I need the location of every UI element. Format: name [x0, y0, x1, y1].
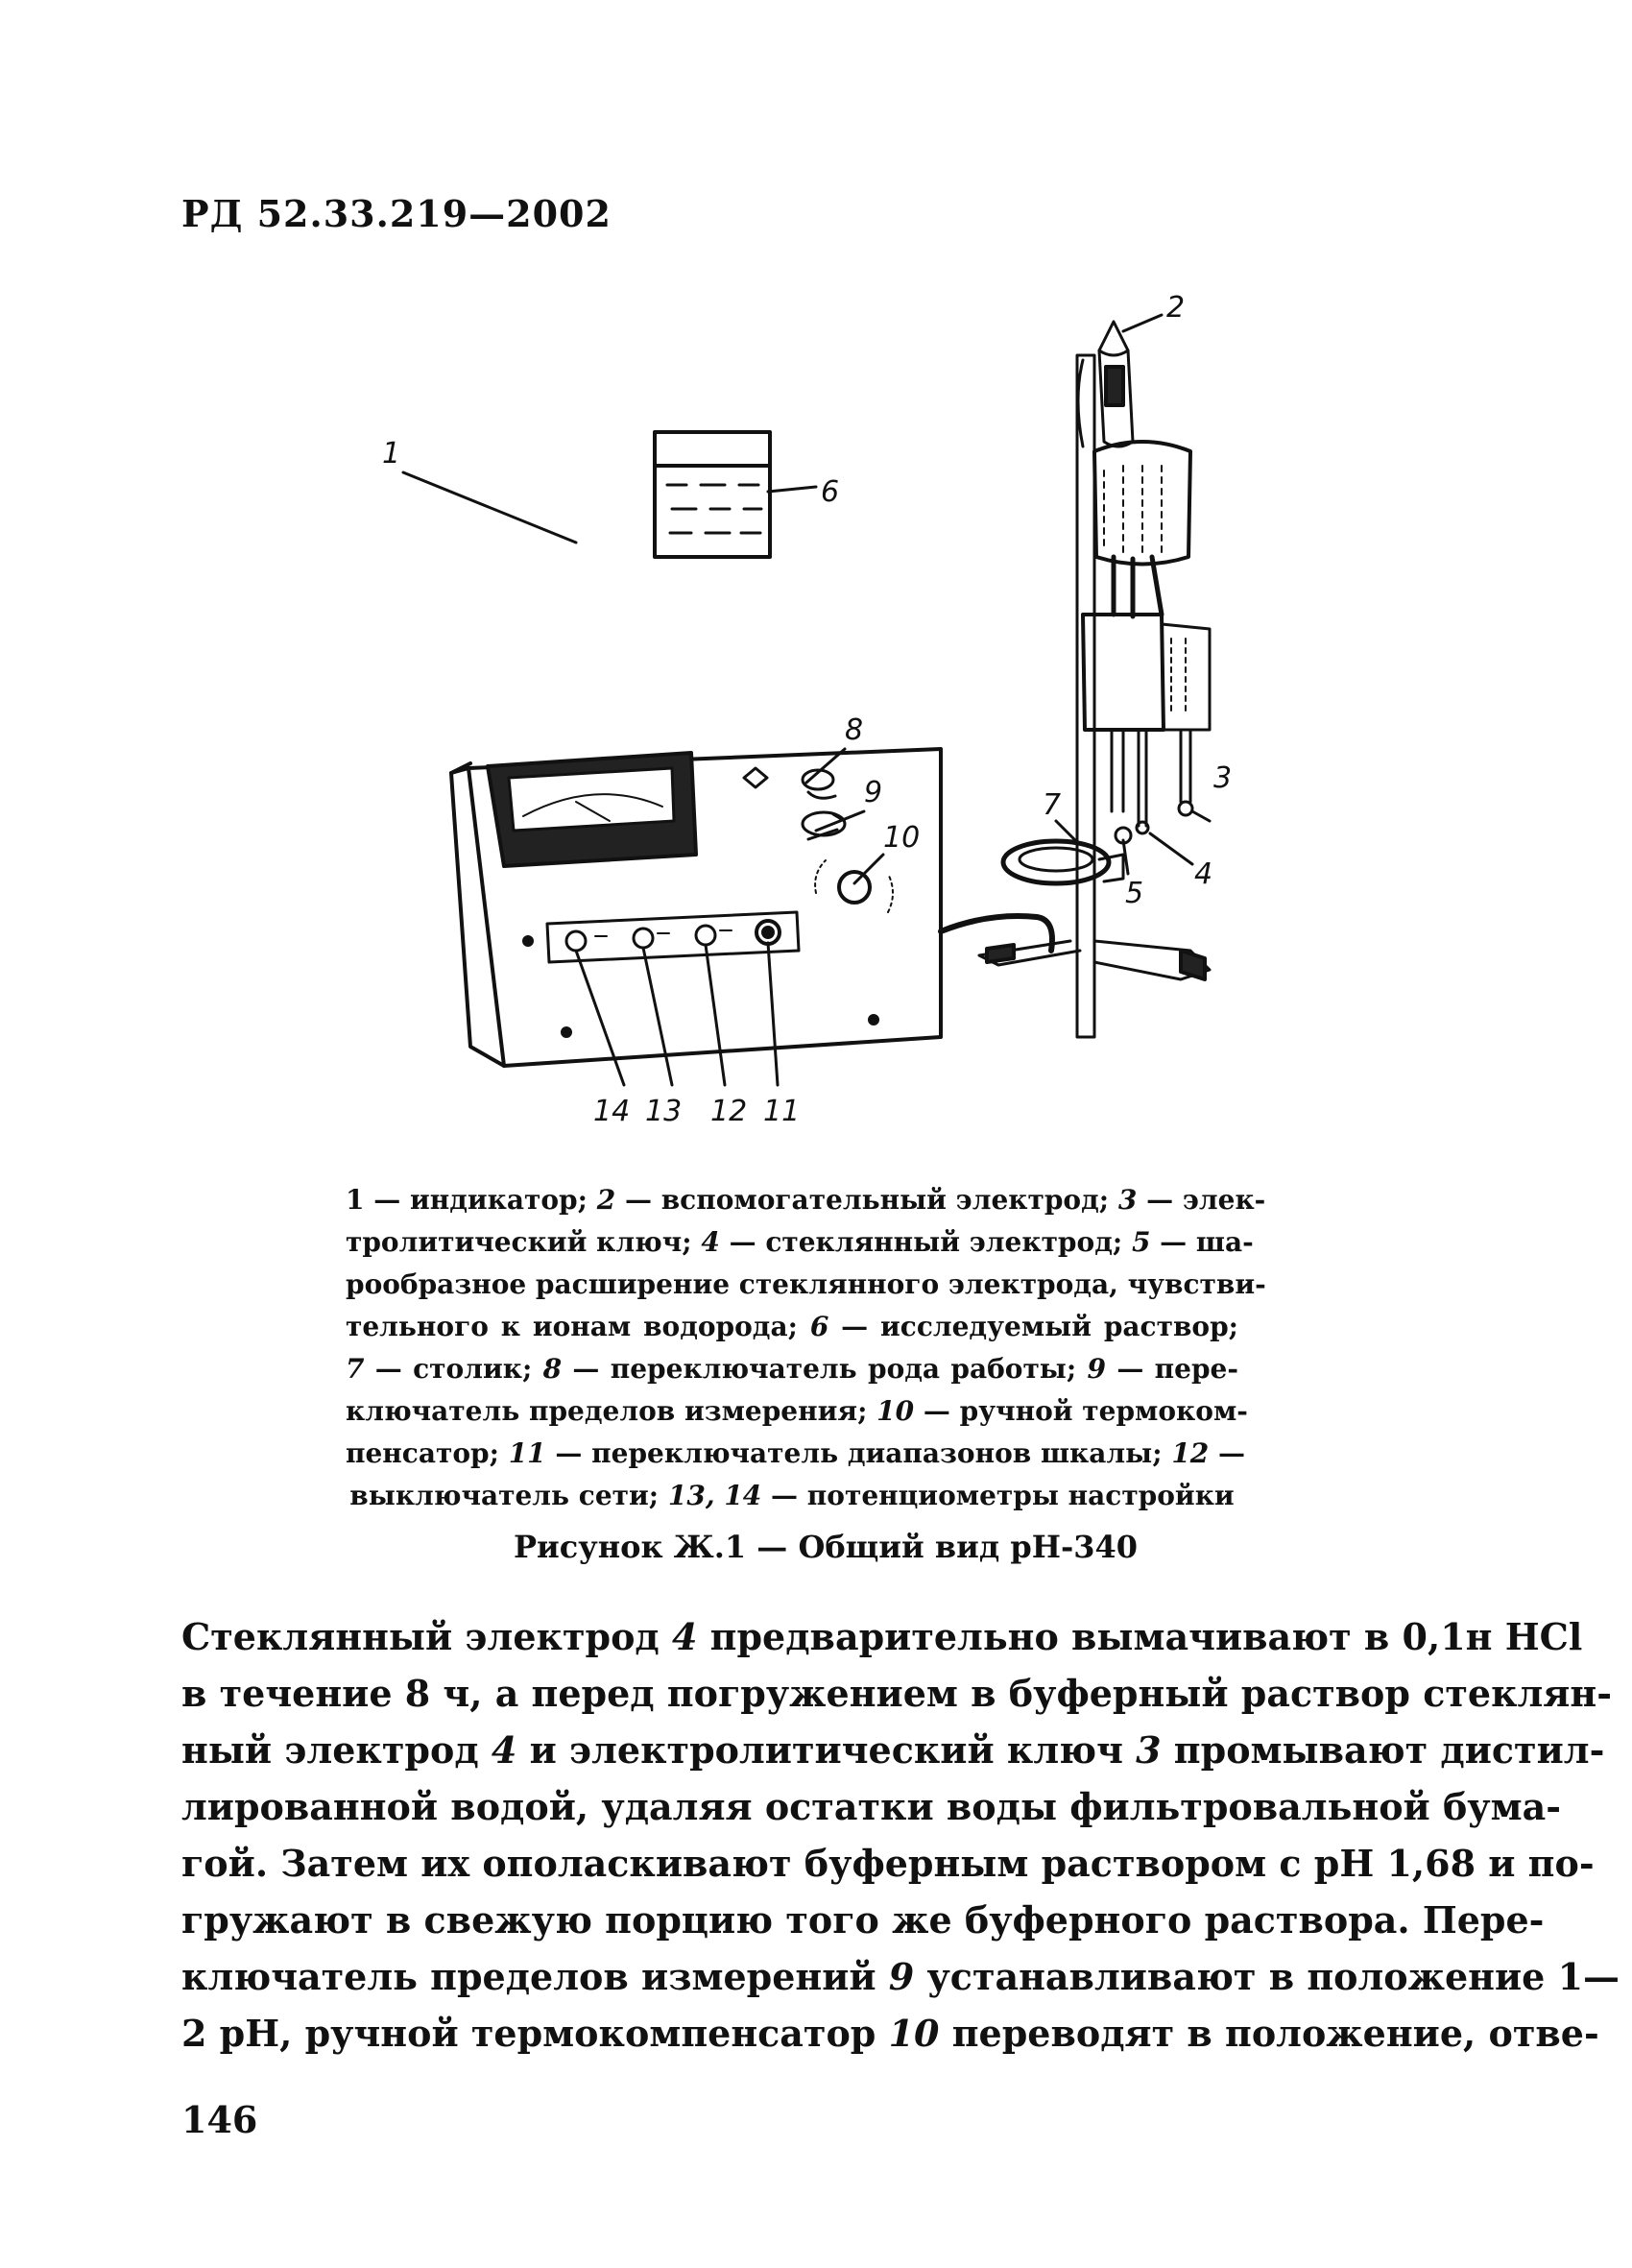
instrument-body — [451, 749, 1052, 1066]
body-line: ключатель пределов измерений 9 устанавливают в положение 1— — [181, 1955, 1620, 1998]
label-5: 5 — [1125, 877, 1144, 910]
body-line: лированной водой, удаляя остатки воды фильтровальной бума- — [181, 1785, 1562, 1828]
body-paragraph — [181, 1608, 1620, 2062]
label-2: 2 — [1166, 291, 1186, 325]
label-6: 6 — [821, 475, 840, 509]
body-line: гой. Затем их ополаскивают буферным раствором с pH 1,68 и по- — [181, 1842, 1595, 1885]
caption-line: пенсатор; 11 — переключатель диапазонов шкалы; 12 — — [346, 1437, 1246, 1469]
label-10: 10 — [883, 821, 921, 855]
body-line: гружают в свежую порцию того же буферного раствора. Пере- — [181, 1898, 1545, 1942]
device-illustration — [365, 278, 1267, 1162]
caption-line: 7 — столик; 8 — переключатель рода работы; 9 — пере- — [346, 1353, 1238, 1385]
label-7: 7 — [1043, 788, 1062, 822]
caption-line: рообразное расширение стеклянного электрода, чувстви- — [346, 1268, 1266, 1300]
caption-line: тролитический ключ; 4 — стеклянный электрод; 5 — ша- — [346, 1226, 1254, 1258]
label-8: 8 — [845, 713, 864, 747]
beaker — [655, 432, 770, 557]
caption-line: тельного к ионам водорода; 6 — исследуемый раствор; — [346, 1311, 1238, 1342]
label-13: 13 — [645, 1095, 683, 1128]
figure-ph340-device — [365, 278, 1267, 1162]
body-line: ный электрод 4 и электролитический ключ 3 промывают дистил- — [181, 1728, 1605, 1772]
document-code: РД 52.33.219—2002 — [181, 192, 612, 235]
figure-title: Рисунок Ж.1 — Общий вид pH-340 — [513, 1529, 1139, 1565]
label-11: 11 — [763, 1095, 801, 1128]
caption-line: ключатель пределов измерения; 10 — ручной термоком- — [346, 1395, 1248, 1427]
page-number: 146 — [181, 2098, 258, 2141]
figure-caption — [346, 1179, 1266, 1517]
electrode-stand — [979, 322, 1213, 1037]
label-14: 14 — [593, 1095, 631, 1128]
body-line: 2 pH, ручной термокомпенсатор 10 переводят в положение, отве- — [181, 2012, 1599, 2055]
label-9: 9 — [864, 776, 883, 809]
caption-line: выключатель сети; 13, 14 — потенциометры настройки — [349, 1480, 1235, 1511]
label-1: 1 — [382, 437, 401, 470]
leader-lines — [403, 315, 1213, 1085]
body-line: в течение 8 ч, а перед погружением в буферный раствор стеклян- — [181, 1672, 1612, 1715]
body-line: Стеклянный электрод 4 предварительно вымачивают в 0,1н HCl — [181, 1615, 1583, 1658]
label-4: 4 — [1194, 857, 1213, 891]
figure-labels — [382, 291, 1232, 1128]
label-3: 3 — [1213, 761, 1233, 795]
caption-line: 1 — индикатор; 2 — вспомогательный электрод; 3 — элек- — [346, 1184, 1266, 1216]
label-12: 12 — [710, 1095, 748, 1128]
